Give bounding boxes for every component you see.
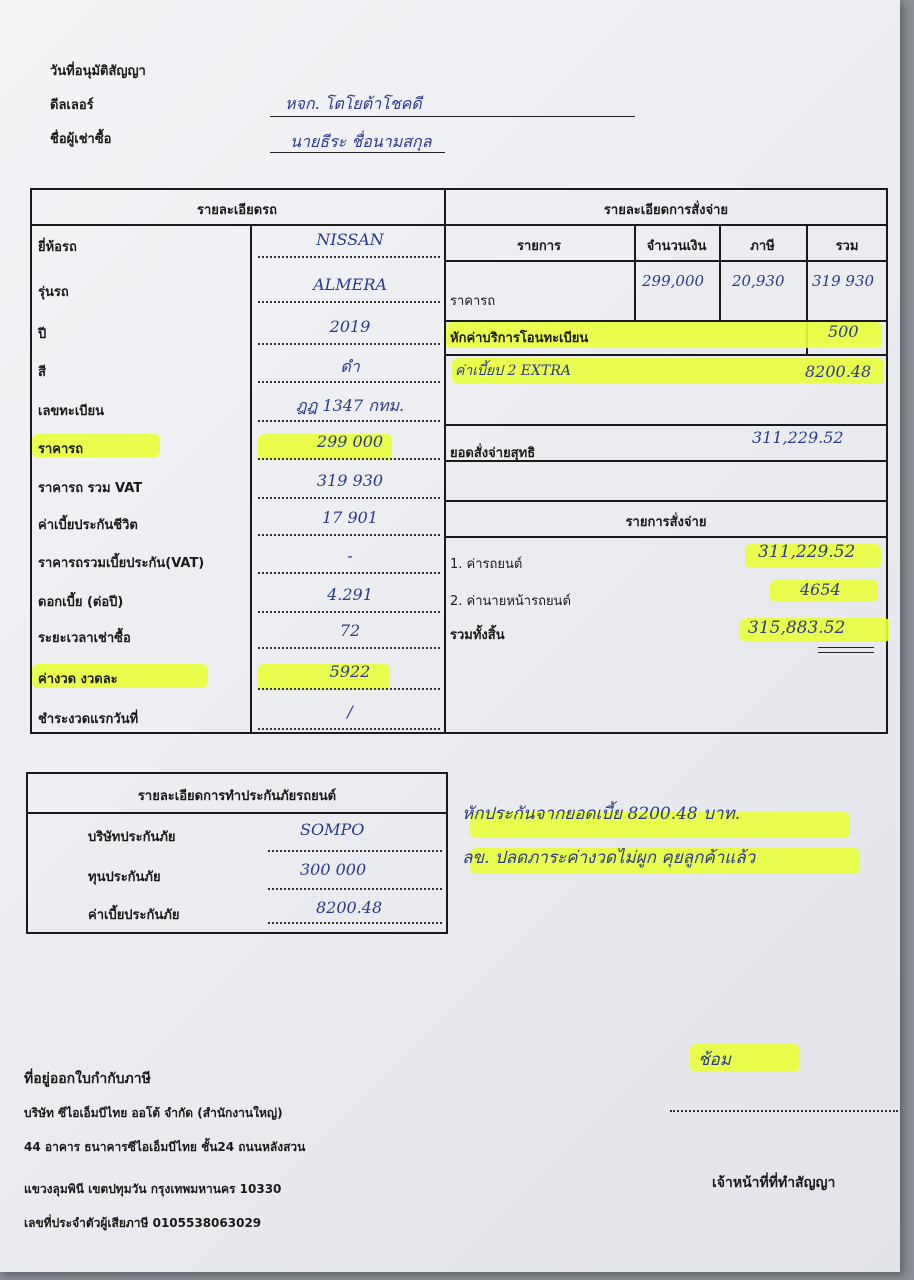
pay-line-5 — [444, 500, 888, 502]
car-row-value: 2019 — [329, 317, 371, 336]
car-row-dots — [258, 256, 440, 258]
payment-title: รายละเอียดการสั่งจ่าย — [603, 203, 729, 218]
car-row-value: 5922 — [329, 662, 371, 681]
dealer-value: หจก. โตโยต้าโชคดี — [285, 94, 422, 113]
pay-line-4 — [444, 460, 888, 462]
ins-company-dots — [268, 850, 442, 852]
pay-line-2 — [444, 354, 888, 356]
extra-value: 8200.48 — [805, 362, 872, 381]
signer-name: ช้อม — [698, 1050, 731, 1070]
car-row-dots — [258, 728, 440, 730]
lessee-value: นายธีระ ชื่อนามสกุล — [290, 132, 432, 151]
reg-fee-label: หักค่าบริการโอนทะเบียน — [450, 331, 589, 346]
lessee-underline — [270, 152, 445, 153]
item1-value: 311,229.52 — [758, 542, 856, 562]
ins-premium-dots — [268, 922, 442, 924]
car-row-value: / — [347, 702, 353, 721]
car-price-amount: 299,000 — [642, 272, 705, 290]
ins-sum-label: ทุนประกันภัย — [88, 870, 161, 885]
col-total-header: รวม — [835, 239, 859, 254]
net-label: ยอดสั่งจ่ายสุทธิ — [450, 446, 536, 461]
reg-fee-value: 500 — [828, 322, 859, 341]
signer-role: เจ้าหน้าที่ที่ทำสัญญา — [712, 1175, 836, 1191]
sum-label: รวมทั้งสิ้น — [450, 628, 505, 643]
car-row-dots — [258, 688, 440, 690]
extra-label: ค่าเบี้ยป 2 EXTRA — [455, 363, 571, 379]
car-row-label: ราคารถ รวม VAT — [38, 481, 143, 496]
car-row-dots — [258, 534, 440, 536]
insurance-title: รายละเอียดการทำประกันภัยรถยนต์ — [137, 789, 337, 804]
car-row-label: ยี่ห้อรถ — [38, 240, 77, 255]
car-price-tax: 20,930 — [732, 272, 785, 290]
car-details-title: รายละเอียดรถ — [196, 203, 277, 218]
col-amount-header: จำนวนเงิน — [646, 239, 707, 254]
sum-value: 315,883.52 — [748, 618, 846, 638]
car-row-value: - — [347, 546, 353, 565]
pay-line-6 — [444, 536, 888, 538]
car-row-label: ค่างวด งวดละ — [38, 672, 118, 687]
ins-premium-value: 8200.48 — [316, 898, 383, 917]
car-row-label: ดอกเบี้ย (ต่อปี) — [38, 595, 124, 610]
tax-id-line: เลขที่ประจำตัวผู้เสียภาษี 0105538063029 — [24, 1216, 262, 1230]
car-col-divider — [250, 224, 252, 734]
car-row-label: ปี — [38, 327, 47, 342]
lessee-label: ชื่อผู้เช่าซื้อ — [50, 132, 112, 147]
ins-premium-label: ค่าเบี้ยประกันภัย — [88, 908, 180, 923]
car-row-label: ราคารถรวมเบี้ยประกัน(VAT) — [38, 556, 205, 571]
note-line-2: ลข. ปลดภาระค่างวดไม่ผูก คุยลูกค้าแล้ว — [462, 848, 756, 868]
car-row-dots — [258, 497, 440, 499]
tax-address-line-3: แขวงลุมพินี เขตปทุมวัน กรุงเทพมหานคร 10330 — [24, 1182, 282, 1196]
car-row-dots — [258, 611, 440, 613]
car-row-dots — [258, 572, 440, 574]
car-row-value: 299 000 — [316, 432, 384, 451]
car-row-dots — [258, 420, 440, 422]
car-row-value: NISSAN — [316, 230, 384, 249]
car-row-value: ฎฎ 1347 กทม. — [295, 396, 405, 415]
sum-underline-2 — [818, 652, 874, 653]
sum-underline-1 — [818, 647, 874, 648]
car-row-value: ดำ — [340, 357, 360, 376]
dealer-underline — [270, 116, 635, 117]
ins-company-label: บริษัทประกันภัย — [88, 830, 176, 845]
car-row-label: ราคารถ — [38, 442, 84, 457]
dealer-label: ดีลเลอร์ — [50, 98, 94, 113]
col-item-header: รายการ — [516, 239, 562, 254]
signature-dots — [670, 1110, 898, 1112]
net-value: 311,229.52 — [752, 428, 844, 447]
item1-label: 1. ค่ารถยนต์ — [450, 557, 523, 572]
item2-label: 2. ค่านายหน้ารถยนต์ — [450, 594, 571, 609]
car-row-label: ระยะเวลาเช่าซื้อ — [38, 631, 131, 646]
ins-sum-dots — [268, 888, 442, 890]
pay-col-header-line — [444, 260, 888, 262]
contract-date-label: วันที่อนุมัติสัญญา — [50, 64, 146, 79]
car-row-value: 4.291 — [327, 585, 373, 604]
car-row-value: 319 930 — [316, 471, 384, 490]
main-header-line — [30, 224, 888, 226]
insurance-header-line — [26, 812, 448, 814]
car-row-label: ค่าเบี้ยประกันชีวิต — [38, 518, 138, 533]
car-row-label: สี — [38, 365, 46, 380]
car-row-label: รุ่นรถ — [38, 285, 69, 300]
col-tax-header: ภาษี — [750, 239, 775, 254]
car-row-dots — [258, 343, 440, 345]
car-price-label: ราคารถ — [450, 294, 496, 309]
note-line-1: หักประกันจากยอดเบี้ย 8200.48 บาท. — [462, 804, 741, 824]
car-row-value: 17 901 — [322, 508, 378, 527]
car-row-dots — [258, 458, 440, 460]
car-row-label: เลขทะเบียน — [38, 404, 105, 419]
car-row-dots — [258, 647, 440, 649]
car-price-total: 319 930 — [812, 272, 875, 290]
car-row-value: ALMERA — [313, 275, 387, 294]
car-row-value: 72 — [339, 621, 361, 640]
tax-address-line-1: บริษัท ซีไอเอ็มบีไทย ออโต้ จำกัด (สำนักงานใหญ่) — [24, 1106, 283, 1120]
ins-company-value: SOMPO — [300, 820, 365, 839]
pay-line-3 — [444, 424, 888, 426]
car-row-label: ชำระงวดแรกวันที่ — [38, 712, 139, 727]
car-row-dots — [258, 381, 440, 383]
item2-value: 4654 — [800, 580, 841, 599]
tax-address-line-2: 44 อาคาร ธนาคารซีไอเอ็มบีไทย ชั้น24 ถนนหลังสวน — [24, 1140, 306, 1154]
car-row-dots — [258, 301, 440, 303]
tax-address-title: ที่อยู่ออกใบกำกับภาษี — [24, 1071, 151, 1087]
ins-sum-value: 300 000 — [300, 860, 367, 879]
payment-sub-title: รายการสั่งจ่าย — [625, 515, 707, 530]
